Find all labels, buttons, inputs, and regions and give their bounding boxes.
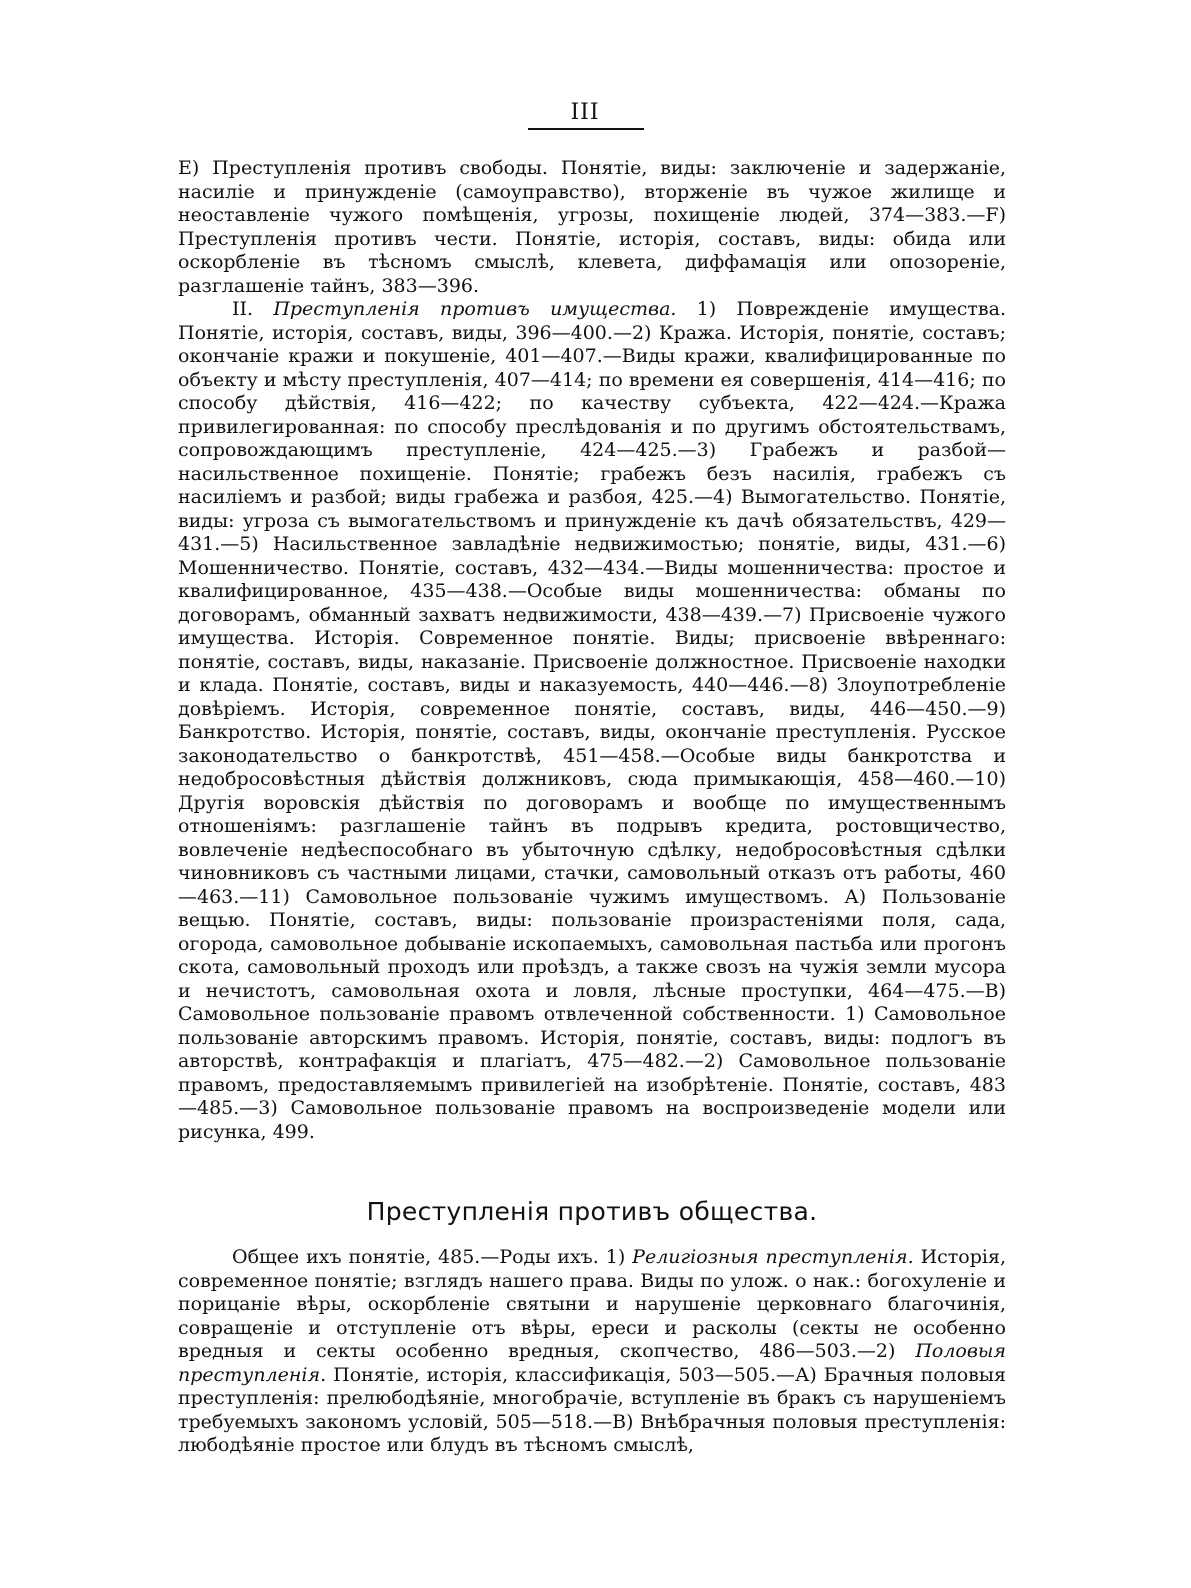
paragraph-property-crimes	[178, 298, 1006, 1144]
property-crimes-title: Преступленія противъ имущества.	[273, 298, 677, 320]
page-number: III	[570, 100, 600, 125]
religious-crimes-text: Исторія, современное понятіе; взглядъ нашего права. Виды по улож. о нак.: богохуленіе и порицаніе вѣры, оскорбленіе святыни и нарушеніе церковнаго благочинія, совращеніе и отступленіе отъ вѣры, ереси и расколы (секты не особенно вредныя и секты особенно вредныя, скопчество, 486—503.—2)	[178, 1246, 1006, 1362]
paragraph-roman-numeral: II.	[232, 298, 254, 320]
property-crimes-text: 1) Поврежденіе имущества. Понятіе, исторія, составъ, виды, 396—400.—2) Кража. Исторія, понятіе, составъ; окончаніе кражи и покушеніе, 401—407.—Виды кражи, квалифицированные по объекту и мѣсту преступленія, 407—414; по времени ея совершенія, 414—416; по способу дѣйствія, 416—422; по качеству субъекта, 422—424.—Кража привилегированная: по способу преслѣдованія и по другимъ обстоятельствамъ, сопровождающимъ преступленіе, 424—425.—3) Грабежъ и разбой—насильственное похищеніе. Понятіе; грабежъ безъ насилія, грабежъ съ насиліемъ и разбой; виды грабежа и разбоя, 425.—4) Вымогательство. Понятіе, виды: угроза съ вымогательствомъ и принужденіе къ дачѣ обязательствъ, 429—431.—5) Насильственное завладѣніе недвижимостью; понятіе, виды, 431.—6) Мошенничество. Понятіе, составъ, 432—434.—Виды мошенничества: простое и квалифицированное, 435—438.—Особые виды мошенничества: обманы по договорамъ, обманный захватъ недвижимости, 438—439.—7) Присвоеніе чужого имущества. Исторія. Современное понятіе. Виды; присвоеніе ввѣреннаго: понятіе, составъ, виды, наказаніе. Присвоеніе должностное. Присвоеніе находки и клада. Понятіе, составъ, виды и наказуемость, 440—446.—8) Злоупотребленіе довѣріемъ. Исторія, современное понятіе, составъ, виды, 446—450.—9) Банкротство. Исторія, понятіе, составъ, виды, окончаніе преступленія. Русское законодательство о банкротствѣ, 451—458.—Особые виды банкротства и недобросовѣстныя дѣйствія должниковъ, сюда примыкающія, 458—460.—10) Другія воровскія дѣйствія по договорамъ и вообще по имущественнымъ отношеніямъ: разглашеніе тайнъ въ подрывъ кредита, ростовщичество, вовлеченіе недѣеспособнаго въ убыточную сдѣлку, недобросовѣстныя сдѣлки чиновниковъ съ частными лицами, стачки, самовольный отказъ отъ работы, 460—463.—11) Самовольное пользованіе чужимъ имуществомъ. А) Пользованіе вещью. Понятіе, составъ, виды: пользованіе произрастеніями поля, сада, огорода, самовольное добываніе ископаемыхъ, самовольная пастьба или прогонъ скота, самовольный проходъ или проѣздъ, а также свозъ на чужія земли мусора и нечистотъ, самовольная охота и ловля, лѣсные проступки, 464—475.—В) Самовольное пользованіе правомъ отвлеченной собственности. 1) Самовольное пользованіе авторскимъ правомъ. Исторія, понятіе, составъ, виды: подлогъ въ авторствѣ, контрафакція и плагіатъ, 475—482.—2) Самовольное пользованіе правомъ, предоставляемымъ привилегіей на изобрѣтеніе. Понятіе, составъ, 483—485.—3) Самовольное пользованіе правомъ на воспроизведеніе модели или рисунка, 499.	[178, 298, 1006, 1143]
paragraph-society-crimes	[178, 1246, 1006, 1458]
page-number-rule	[528, 128, 644, 130]
society-intro: Общее ихъ понятіе, 485.—Роды ихъ. 1)	[232, 1246, 626, 1268]
sexual-crimes-title: Половыя преступленія.	[178, 1340, 1006, 1386]
section-property-crimes	[178, 157, 1006, 1144]
section-crimes-against-society	[178, 1246, 1006, 1458]
religious-crimes-title: Религіозныя преступленія.	[632, 1246, 914, 1268]
section-heading-crimes-against-society: Преступленія противъ общества.	[366, 1197, 818, 1226]
paragraph-crimes-against-freedom-honor: E) Преступленія противъ свободы. Понятіе, виды: заключеніе и задержаніе, насиліе и принужденіе (самоуправство), вторженіе въ чужое жилище и неоставленіе чужого помѣщенія, угрозы, похищеніе людей, 374—383.—F) Преступленія противъ чести. Понятіе, исторія, составъ, виды: обида или оскорбленіе въ тѣсномъ смыслѣ, клевета, диффамація или опозореніе, разглашеніе тайнъ, 383—396.	[178, 157, 1006, 297]
sexual-crimes-text: Понятіе, исторія, классификація, 503—505.—А) Брачныя половыя преступленія: прелюбодѣяніе, многобрачіе, вступленіе въ бракъ съ нарушеніемъ требуемыхъ закономъ условій, 505—518.—В) Внѣбрачныя половыя преступленія: любодѣяніе простое или блудъ въ тѣсномъ смыслѣ,	[178, 1363, 1006, 1456]
